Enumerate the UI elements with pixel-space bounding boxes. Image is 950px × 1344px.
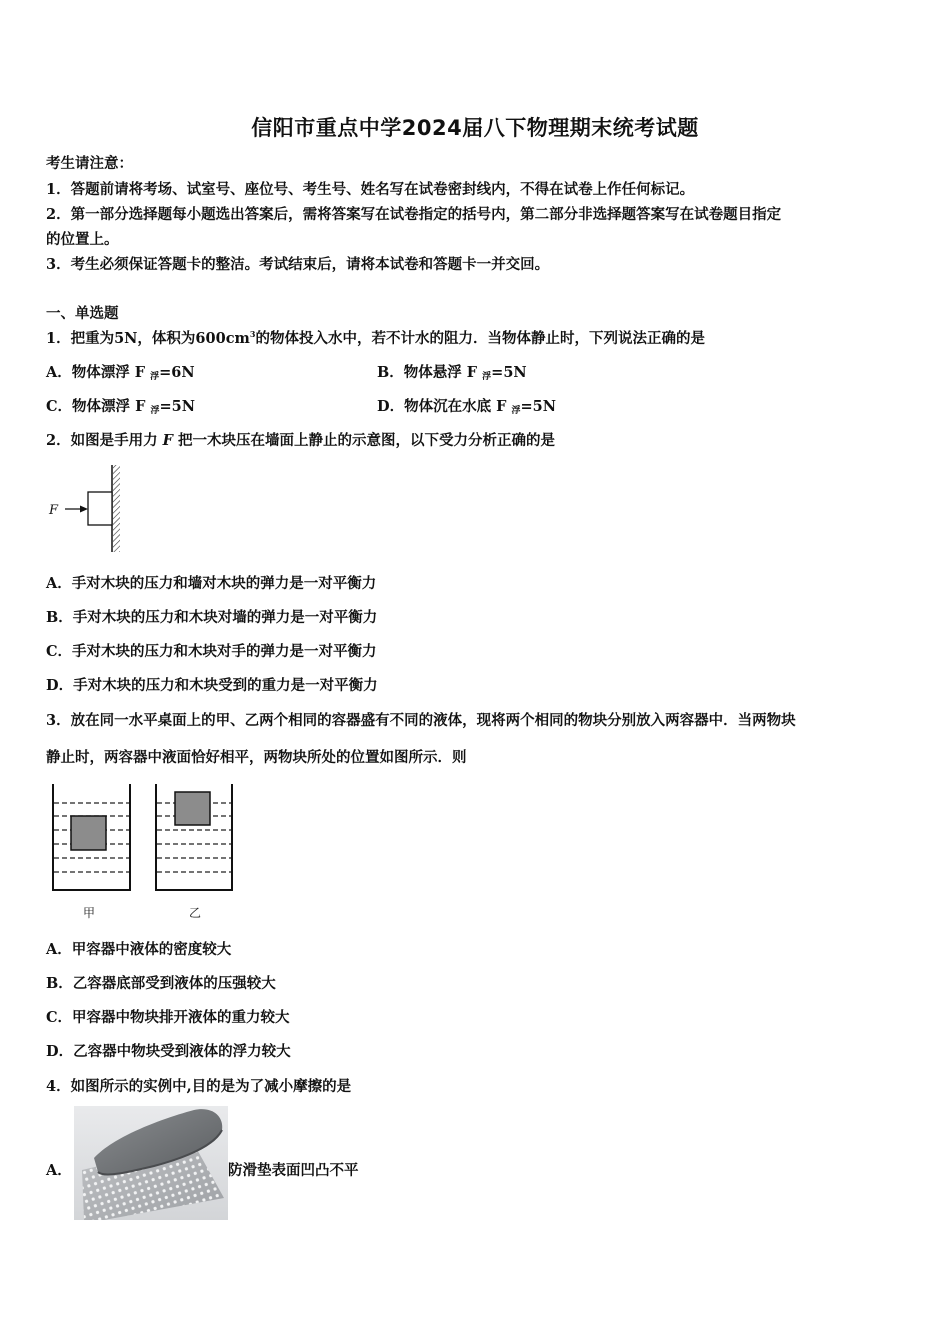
subscript: 浮 xyxy=(150,406,160,416)
question-2-stem-part: 把一木块压在墙面上静止的示意图，以下受力分析正确的是 xyxy=(172,432,555,449)
option-text: =5N xyxy=(491,364,527,381)
question-1-option-a[interactable] xyxy=(46,361,195,382)
question-3-option-d[interactable]: D．乙容器中物块受到液体的浮力较大 xyxy=(46,1043,291,1060)
question-3-option-a[interactable]: A．甲容器中液体的密度较大 xyxy=(46,941,232,958)
question-1-option-d[interactable] xyxy=(377,395,556,416)
notice-item: 3．考生必须保证答题卡的整洁。考试结束后，请将本试卷和答题卡一并交回。 xyxy=(46,256,550,273)
option-text: =5N xyxy=(520,398,556,415)
question-4-option-a-label[interactable]: A． xyxy=(46,1162,72,1179)
question-2-option-c[interactable]: C．手对木块的压力和木块对手的弹力是一对平衡力 xyxy=(46,643,377,660)
arrow-head-icon xyxy=(80,506,88,513)
option-text: D．物体沉在水底 F xyxy=(377,398,512,415)
wall xyxy=(113,465,120,552)
force-symbol: F xyxy=(162,432,173,449)
notice-item: 的位置上。 xyxy=(46,231,119,248)
anti-slip-mat-image xyxy=(74,1106,228,1220)
option-text: A．物体漂浮 F xyxy=(46,364,151,381)
question-2-option-d[interactable]: D．手对木块的压力和木块受到的重力是一对平衡力 xyxy=(46,677,378,694)
force-diagram xyxy=(44,463,134,555)
subscript: 浮 xyxy=(150,372,160,382)
option-text: B．物体悬浮 F xyxy=(377,364,483,381)
question-1-stem-part: 1．把重为5N，体积为600cm xyxy=(46,330,250,347)
question-3-stem-line1: 3．放在同一水平桌面上的甲、乙两个相同的容器盛有不同的液体，现将两个相同的物块分别放入两容器中．当两物块 xyxy=(46,712,796,729)
subscript: 浮 xyxy=(482,372,492,382)
section-heading: 一、单选题 xyxy=(46,305,119,322)
container-label-yi: 乙 xyxy=(189,906,202,920)
question-3-option-c[interactable]: C．甲容器中物块排开液体的重力较大 xyxy=(46,1009,290,1026)
force-label: F xyxy=(49,503,59,518)
notice-heading: 考生请注意： xyxy=(46,155,133,172)
block-yi xyxy=(175,792,210,825)
question-3-stem-line2: 静止时，两容器中液面恰好相平，两物块所处的位置如图所示．则 xyxy=(46,749,467,766)
containers-diagram xyxy=(46,782,246,922)
question-4-stem: 4．如图所示的实例中,目的是为了减小摩擦的是 xyxy=(46,1078,352,1095)
wooden-block xyxy=(88,492,112,525)
subscript: 浮 xyxy=(511,406,521,416)
question-4-option-a-text[interactable]: 防滑垫表面凹凸不平 xyxy=(228,1162,359,1179)
question-2-stem xyxy=(46,429,555,450)
superscript: 3 xyxy=(249,329,256,339)
container-label-jia: 甲 xyxy=(83,906,96,920)
option-text: =5N xyxy=(159,398,195,415)
question-2-stem-part: 2．如图是手用力 xyxy=(46,432,163,449)
question-1-option-b[interactable] xyxy=(377,361,527,382)
block-jia xyxy=(71,816,106,850)
question-1-stem-part: 的物体投入水中，若不计水的阻力．当物体静止时，下列说法正确的是 xyxy=(255,330,705,347)
question-1-option-c[interactable] xyxy=(46,395,195,416)
question-2-option-b[interactable]: B．手对木块的压力和木块对墙的弹力是一对平衡力 xyxy=(46,609,378,626)
page-title: 信阳市重点中学2024届八下物理期末统考试题 xyxy=(251,116,699,140)
question-3-option-b[interactable]: B．乙容器底部受到液体的压强较大 xyxy=(46,975,276,992)
question-2-option-a[interactable]: A．手对木块的压力和墙对木块的弹力是一对平衡力 xyxy=(46,575,377,592)
option-text: C．物体漂浮 F xyxy=(46,398,151,415)
option-text: =6N xyxy=(159,364,195,381)
notice-item: 1．答题前请将考场、试室号、座位号、考生号、姓名写在试卷密封线内，不得在试卷上作任何标记。 xyxy=(46,181,695,198)
question-1-stem xyxy=(46,327,705,348)
notice-item: 2．第一部分选择题每小题选出答案后，需将答案写在试卷指定的括号内，第二部分非选择题答案写在试卷题目指定 xyxy=(46,206,782,223)
